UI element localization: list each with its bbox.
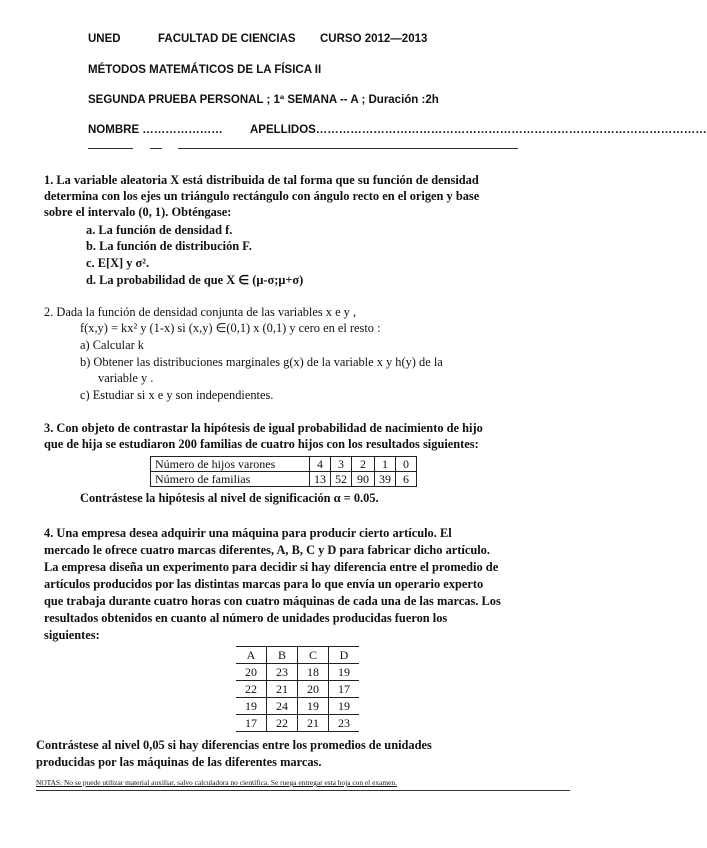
q3-line-1: 3. Con objeto de contrastar la hipótesis de igual probabilidad de nacimiento de hijo xyxy=(44,421,483,435)
table-cell: 20 xyxy=(236,664,267,681)
notes-divider xyxy=(36,790,570,791)
header-divider-1 xyxy=(88,148,133,149)
q3-frequency-table xyxy=(150,456,417,487)
q1-item-b: b. La función de distribución F. xyxy=(86,239,252,253)
table-cell-label: Número de hijos varones xyxy=(151,457,310,472)
exam-notes: NOTAS: No se puede utilizar material auxiliar, salvo calculadora no científica. Se ruega entregar esta hoja con el examen. xyxy=(36,778,397,787)
q4-line-7: siguientes: xyxy=(44,628,100,642)
table-cell: 21 xyxy=(267,681,298,698)
table-row xyxy=(236,698,359,715)
table-cell: 23 xyxy=(338,716,350,730)
table-cell: 22 xyxy=(236,681,267,698)
header-course: CURSO 2012—2013 xyxy=(320,33,428,45)
header-exam-info: SEGUNDA PRUEBA PERSONAL ; 1ª SEMANA -- A ; Duración :2h xyxy=(88,94,439,106)
table-row xyxy=(236,715,359,732)
header-faculty: FACULTAD DE CIENCIAS xyxy=(158,33,296,45)
header-apellidos: APELLIDOS………………………………………………………………………………………… xyxy=(250,124,707,136)
table-header-cell: A xyxy=(236,647,267,664)
table-cell: 3 xyxy=(331,457,352,472)
q4-line-4: artículos producidos por las distintas marcas para lo que envía un operario experto xyxy=(44,577,484,591)
table-cell: 19 xyxy=(298,698,329,715)
table-cell: 18 xyxy=(298,664,329,681)
table-cell: 21 xyxy=(298,715,329,732)
table-cell: 1 xyxy=(375,457,396,472)
q1-item-d: d. La probabilidad de que X ∈ (μ-σ;μ+σ) xyxy=(86,273,304,287)
table-cell: 19 xyxy=(338,665,350,679)
q4-line-6: resultados obtenidos en cuanto al número de unidades producidas fueron los xyxy=(44,611,448,625)
q2-item-b-line-1: b) Obtener las distribuciones marginales g(x) de la variable x y h(y) de la xyxy=(80,355,443,369)
table-cell: 6 xyxy=(396,472,417,487)
q1-line-2: determina con los ejes un triángulo rectángulo con ángulo recto en el origen y base xyxy=(44,189,480,203)
q1-line-1: 1. La variable aleatoria X está distribuida de tal forma que su función de densidad xyxy=(44,173,479,187)
header-uned: UNED xyxy=(88,33,121,45)
q4-production-table xyxy=(236,646,359,732)
table-cell: 19 xyxy=(236,698,267,715)
table-header-cell: C xyxy=(298,647,329,664)
q3-conclusion: Contrástese la hipótesis al nivel de significación α = 0.05. xyxy=(80,491,379,505)
table-cell: 17 xyxy=(338,682,350,696)
q2-line-1: 2. Dada la función de densidad conjunta de las variables x e y , xyxy=(44,305,357,319)
table-cell: 20 xyxy=(298,681,329,698)
q4-conclusion-line-2: producidas por las máquinas de las diferentes marcas. xyxy=(36,755,322,769)
table-cell: 19 xyxy=(338,699,350,713)
header-nombre: NOMBRE ………………… xyxy=(88,124,223,136)
table-header-row xyxy=(236,647,359,664)
header-divider-2 xyxy=(150,148,162,149)
q4-conclusion-line-1: Contrástese al nivel 0,05 si hay diferencias entre los promedios de unidades xyxy=(36,738,432,752)
q2-item-b-line-2: variable y . xyxy=(98,371,154,385)
q4-line-3: La empresa diseña un experimento para decidir si hay diferencia entre el promedio de xyxy=(44,560,499,574)
table-cell: 52 xyxy=(331,472,352,487)
table-row xyxy=(151,457,417,472)
table-cell: 2 xyxy=(352,457,375,472)
q1-item-c: c. E[X] y σ². xyxy=(86,256,150,270)
table-cell: 22 xyxy=(267,715,298,732)
table-header-cell: D xyxy=(339,648,349,662)
table-cell: 24 xyxy=(267,698,298,715)
table-row xyxy=(151,472,417,487)
q2-line-2: f(x,y) = kx² y (1-x) si (x,y) ∈(0,1) x (0,1) y cero en el resto : xyxy=(80,321,381,335)
table-cell: 0 xyxy=(396,457,417,472)
q4-line-1: 4. Una empresa desea adquirir una máquina para producir cierto artículo. El xyxy=(44,526,452,540)
table-cell: 90 xyxy=(352,472,375,487)
table-cell: 17 xyxy=(236,715,267,732)
table-header-cell: B xyxy=(267,647,298,664)
q1-item-a: a. La función de densidad f. xyxy=(86,223,233,237)
header-divider-3 xyxy=(178,148,518,149)
header-subject: MÉTODOS MATEMÁTICOS DE LA FÍSICA II xyxy=(88,64,322,76)
table-row xyxy=(236,664,359,681)
q1-line-3: sobre el intervalo (0, 1). Obténgase: xyxy=(44,205,232,219)
table-cell-label: Número de familias xyxy=(151,472,310,487)
table-cell: 23 xyxy=(267,664,298,681)
table-cell: 13 xyxy=(310,472,331,487)
q4-line-5: que trabaja durante cuatro horas con cuatro máquinas de cada una de las marcas. Los xyxy=(44,594,501,608)
table-row xyxy=(236,681,359,698)
table-cell: 39 xyxy=(375,472,396,487)
q3-line-2: que de hija se estudiaron 200 familias de cuatro hijos con los resultados siguientes: xyxy=(44,437,479,451)
q4-line-2: mercado le ofrece cuatro marcas diferentes, A, B, C y D para fabricar dicho artículo. xyxy=(44,543,490,557)
q2-item-c: c) Estudiar si x e y son independientes. xyxy=(80,388,274,402)
q2-item-a: a) Calcular k xyxy=(80,338,144,352)
table-cell: 4 xyxy=(310,457,331,472)
